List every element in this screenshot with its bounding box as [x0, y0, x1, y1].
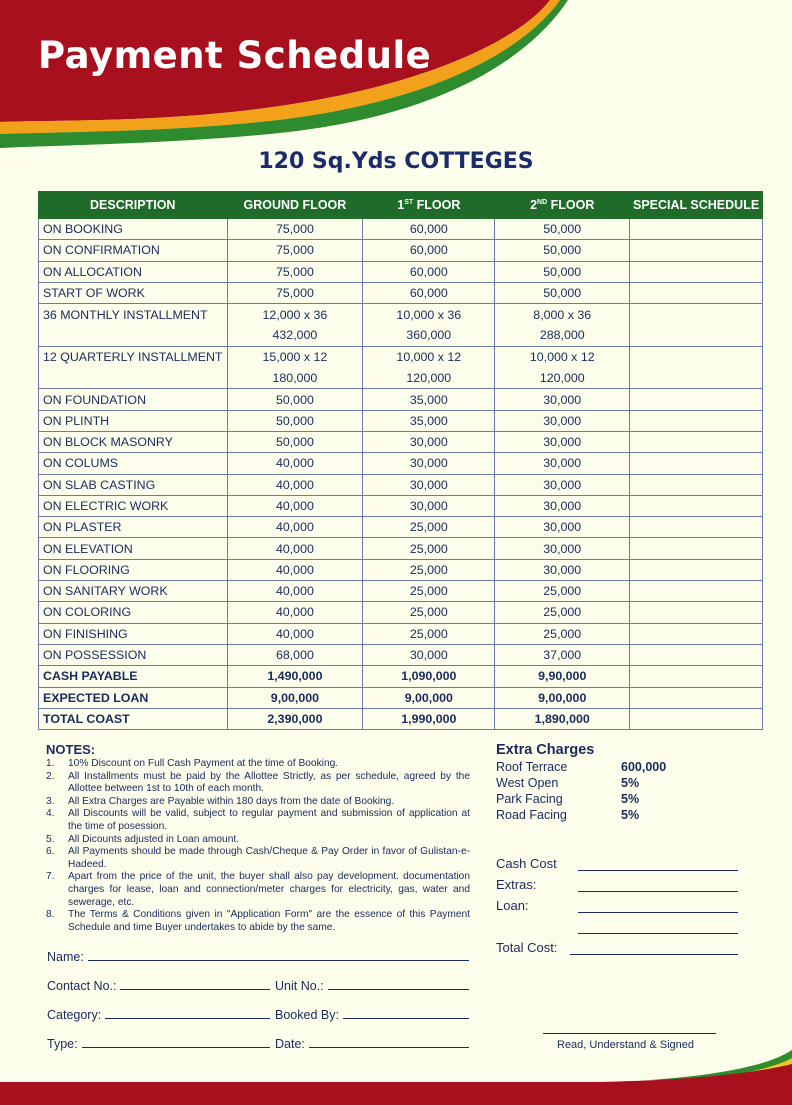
note-item — [46, 871, 470, 909]
cell-special-schedule[interactable] — [630, 666, 763, 687]
cell-second-floor: 30,000 — [495, 495, 630, 516]
cell-second-floor: 50,000 — [495, 219, 630, 240]
note-item — [46, 796, 470, 809]
cell-special-schedule[interactable] — [630, 219, 763, 240]
extra-charge-row — [496, 775, 666, 791]
cell-second-floor: 50,000 — [495, 240, 630, 261]
cell-description: ON ELEVATION — [39, 538, 228, 559]
note-number: 8. — [46, 909, 55, 921]
extra-charge-value: 5% — [621, 808, 640, 822]
product-subtitle: 120 Sq.Yds COTTEGES — [258, 149, 534, 174]
cell-second-floor: 30,000 — [495, 453, 630, 474]
note-number: 2. — [46, 770, 55, 782]
cell-special-schedule[interactable] — [630, 410, 763, 431]
cell-ground-floor: 2,390,000 — [227, 708, 363, 729]
cell-special-schedule[interactable] — [630, 389, 763, 410]
table-row — [39, 517, 763, 538]
contact-field[interactable] — [47, 979, 270, 993]
cell-second-floor: 120,000 — [495, 368, 630, 389]
cell-description — [39, 325, 228, 346]
cell-first-floor: 25,000 — [363, 538, 495, 559]
note-item — [46, 846, 470, 871]
cell-description: ON FOUNDATION — [39, 389, 228, 410]
date-label: Date: — [275, 1037, 305, 1051]
cell-first-floor: 360,000 — [363, 325, 495, 346]
cash-cost-line[interactable] — [578, 870, 738, 871]
cell-special-schedule[interactable] — [630, 282, 763, 303]
cell-ground-floor: 50,000 — [227, 410, 363, 431]
cell-ground-floor: 68,000 — [227, 644, 363, 665]
cell-description — [39, 368, 228, 389]
cell-special-schedule[interactable] — [630, 559, 763, 580]
table-row — [39, 687, 763, 708]
table-header-row — [39, 192, 763, 219]
table-row — [39, 666, 763, 687]
cell-description: 12 QUARTERLY INSTALLMENT — [39, 346, 228, 367]
cell-first-floor: 25,000 — [363, 623, 495, 644]
table-row — [39, 368, 763, 389]
cell-first-floor: 25,000 — [363, 581, 495, 602]
name-label: Name: — [47, 950, 84, 964]
cell-ground-floor: 75,000 — [227, 261, 363, 282]
cell-ground-floor: 40,000 — [227, 602, 363, 623]
table-row — [39, 431, 763, 452]
cell-description: ON COLUMS — [39, 453, 228, 474]
header-special-schedule: SPECIAL SCHEDULE — [630, 192, 763, 219]
cell-first-floor: 25,000 — [363, 517, 495, 538]
cell-second-floor: 30,000 — [495, 538, 630, 559]
table-row — [39, 708, 763, 729]
extras-row — [496, 874, 738, 895]
cell-special-schedule[interactable] — [630, 240, 763, 261]
table-row — [39, 219, 763, 240]
cell-second-floor: 288,000 — [495, 325, 630, 346]
table-row — [39, 602, 763, 623]
cell-description: CASH PAYABLE — [39, 666, 228, 687]
cell-first-floor: 9,00,000 — [363, 687, 495, 708]
cell-ground-floor: 50,000 — [227, 389, 363, 410]
note-number: 1. — [46, 758, 55, 769]
page-title: Payment Schedule — [38, 34, 432, 77]
category-label: Category: — [47, 1008, 102, 1022]
cell-special-schedule[interactable] — [630, 325, 763, 346]
cell-ground-floor: 75,000 — [227, 219, 363, 240]
cell-second-floor: 50,000 — [495, 261, 630, 282]
cell-description: ON POSSESSION — [39, 644, 228, 665]
cell-special-schedule[interactable] — [630, 581, 763, 602]
cell-description: ON ELECTRIC WORK — [39, 495, 228, 516]
cell-description: START OF WORK — [39, 282, 228, 303]
total-cost-line[interactable] — [570, 954, 738, 955]
cell-special-schedule[interactable] — [630, 261, 763, 282]
cell-special-schedule[interactable] — [630, 368, 763, 389]
table-row — [39, 559, 763, 580]
table-row — [39, 474, 763, 495]
header-second-floor: 2ND FLOOR — [495, 192, 630, 219]
booked-by-field[interactable] — [275, 1008, 469, 1022]
cell-ground-floor: 40,000 — [227, 581, 363, 602]
cell-description: 36 MONTHLY INSTALLMENT — [39, 304, 228, 325]
note-text: All Extra Charges are Payable within 180 days from the date of Booking. — [68, 795, 395, 807]
cell-first-floor: 25,000 — [363, 559, 495, 580]
cell-ground-floor: 15,000 x 12 — [227, 346, 363, 367]
extra-charges-title: Extra Charges — [496, 742, 595, 758]
cell-ground-floor: 40,000 — [227, 474, 363, 495]
cell-description: ON BLOCK MASONRY — [39, 431, 228, 452]
cell-special-schedule[interactable] — [630, 687, 763, 708]
cell-special-schedule[interactable] — [630, 474, 763, 495]
cell-second-floor: 25,000 — [495, 623, 630, 644]
extras-line[interactable] — [578, 891, 738, 892]
extra-charge-row — [496, 807, 666, 823]
cell-description: ON CONFIRMATION — [39, 240, 228, 261]
note-item — [46, 808, 470, 833]
cell-second-floor: 1,890,000 — [495, 708, 630, 729]
cell-first-floor: 60,000 — [363, 282, 495, 303]
unit-label: Unit No.: — [275, 979, 324, 993]
cell-first-floor: 60,000 — [363, 219, 495, 240]
table-row — [39, 346, 763, 367]
cell-special-schedule[interactable] — [630, 538, 763, 559]
contact-label: Contact No.: — [47, 979, 117, 993]
cash-cost-row — [496, 853, 738, 874]
cell-ground-floor: 1,490,000 — [227, 666, 363, 687]
cell-second-floor: 50,000 — [495, 282, 630, 303]
extra-charges-section — [496, 742, 666, 823]
note-text: 10% Discount on Full Cash Payment at the time of Booking. — [68, 758, 339, 769]
note-text: The Terms & Conditions given in "Application Form" are the essence of this Payment Schedule and time Buyer undertakes to abide by the same. — [68, 909, 470, 933]
cell-ground-floor: 40,000 — [227, 517, 363, 538]
cell-first-floor: 60,000 — [363, 240, 495, 261]
cell-first-floor: 120,000 — [363, 368, 495, 389]
note-item — [46, 758, 470, 771]
name-field[interactable] — [47, 950, 469, 964]
cell-first-floor: 30,000 — [363, 495, 495, 516]
header-description: DESCRIPTION — [39, 192, 228, 219]
extra-charge-value: 5% — [621, 776, 640, 790]
cell-second-floor: 30,000 — [495, 389, 630, 410]
header-banner — [0, 0, 792, 160]
cell-first-floor: 35,000 — [363, 389, 495, 410]
cell-first-floor: 30,000 — [363, 644, 495, 665]
cell-second-floor: 9,90,000 — [495, 666, 630, 687]
cell-description: ON PLASTER — [39, 517, 228, 538]
note-text: All Installments must be paid by the Allottee Strictly, as per schedule, agreed by the Allottee between 1st to 10th of each month. — [68, 770, 470, 795]
table-row — [39, 389, 763, 410]
cell-first-floor: 10,000 x 12 — [363, 346, 495, 367]
loan-label: Loan: — [496, 898, 529, 913]
blank-row — [496, 916, 738, 937]
table-row — [39, 495, 763, 516]
cell-description: EXPECTED LOAN — [39, 687, 228, 708]
cell-special-schedule[interactable] — [630, 708, 763, 729]
cell-ground-floor: 12,000 x 36 — [227, 304, 363, 325]
notes-list — [46, 758, 470, 934]
cell-description: ON FINISHING — [39, 623, 228, 644]
table-row — [39, 261, 763, 282]
note-number: 7. — [46, 871, 55, 883]
cell-first-floor: 10,000 x 36 — [363, 304, 495, 325]
table-row — [39, 282, 763, 303]
cell-ground-floor: 50,000 — [227, 431, 363, 452]
cell-second-floor: 30,000 — [495, 431, 630, 452]
unit-field[interactable] — [275, 979, 469, 993]
cell-second-floor: 9,00,000 — [495, 687, 630, 708]
extra-charge-label: Park Facing — [496, 792, 563, 806]
extra-charge-label: West Open — [496, 776, 559, 790]
cost-summary — [496, 853, 738, 958]
note-text: All Payments should be made through Cash/Cheque & Pay Order in favor of Gulistan-e-Hadeed. — [68, 846, 470, 870]
extra-charge-row — [496, 759, 666, 775]
cell-ground-floor: 40,000 — [227, 538, 363, 559]
table-row — [39, 240, 763, 261]
header-ground-floor: GROUND FLOOR — [227, 192, 363, 219]
payment-table — [38, 191, 763, 730]
cell-special-schedule[interactable] — [630, 644, 763, 665]
extras-label: Extras: — [496, 877, 537, 892]
note-number: 6. — [46, 846, 55, 858]
cell-first-floor: 25,000 — [363, 602, 495, 623]
category-field[interactable] — [47, 1008, 270, 1022]
note-text: Apart from the price of the unit, the buyer shall also pay development. documentation charges for lease, loan and connection/meter charges for electricity, gas, water and sewerage, etc. — [68, 871, 470, 908]
cell-description: TOTAL COAST — [39, 708, 228, 729]
cell-ground-floor: 40,000 — [227, 559, 363, 580]
table-row — [39, 325, 763, 346]
note-text: All Discounts will be valid, subject to regular payment and submission of application at the time of posession. — [68, 808, 470, 832]
cell-description: ON BOOKING — [39, 219, 228, 240]
cell-description: ON ALLOCATION — [39, 261, 228, 282]
cell-second-floor: 30,000 — [495, 410, 630, 431]
cell-second-floor: 25,000 — [495, 602, 630, 623]
footer-banner — [0, 1040, 792, 1105]
cell-first-floor: 35,000 — [363, 410, 495, 431]
cell-second-floor: 30,000 — [495, 474, 630, 495]
cell-ground-floor: 40,000 — [227, 453, 363, 474]
cell-special-schedule[interactable] — [630, 453, 763, 474]
extra-charge-label: Road Facing — [496, 808, 567, 822]
cell-ground-floor: 40,000 — [227, 623, 363, 644]
cell-second-floor: 25,000 — [495, 581, 630, 602]
notes-title: NOTES: — [46, 742, 96, 757]
header-first-floor: 1ST FLOOR — [363, 192, 495, 219]
extra-charge-row — [496, 791, 666, 807]
cell-description: ON SLAB CASTING — [39, 474, 228, 495]
cell-second-floor: 30,000 — [495, 517, 630, 538]
note-number: 3. — [46, 795, 55, 807]
cell-description: ON FLOORING — [39, 559, 228, 580]
cell-first-floor: 1,990,000 — [363, 708, 495, 729]
cell-description: ON PLINTH — [39, 410, 228, 431]
cell-special-schedule[interactable] — [630, 623, 763, 644]
cell-special-schedule[interactable] — [630, 346, 763, 367]
cell-special-schedule[interactable] — [630, 431, 763, 452]
cell-first-floor: 30,000 — [363, 474, 495, 495]
cell-special-schedule[interactable] — [630, 304, 763, 325]
signature-line[interactable] — [543, 1033, 716, 1034]
loan-line[interactable] — [578, 912, 738, 913]
note-number: 5. — [46, 833, 55, 845]
cell-second-floor: 37,000 — [495, 644, 630, 665]
cell-ground-floor: 9,00,000 — [227, 687, 363, 708]
cell-second-floor: 8,000 x 36 — [495, 304, 630, 325]
cell-first-floor: 1,090,000 — [363, 666, 495, 687]
booked-by-label: Booked By: — [275, 1008, 339, 1022]
notes-section — [46, 742, 470, 934]
cell-special-schedule[interactable] — [630, 602, 763, 623]
table-row — [39, 410, 763, 431]
cell-second-floor: 10,000 x 12 — [495, 346, 630, 367]
table-row — [39, 538, 763, 559]
extra-charge-label: Roof Terrace — [496, 760, 568, 774]
table-row — [39, 453, 763, 474]
type-label: Type: — [47, 1037, 78, 1051]
note-item — [46, 834, 470, 847]
cash-cost-label: Cash Cost — [496, 856, 557, 871]
cell-special-schedule[interactable] — [630, 495, 763, 516]
total-cost-label: Total Cost: — [496, 940, 558, 955]
cell-first-floor: 30,000 — [363, 431, 495, 452]
cell-ground-floor: 75,000 — [227, 282, 363, 303]
signature-caption: Read, Understand & Signed — [557, 1039, 694, 1051]
cell-first-floor: 30,000 — [363, 453, 495, 474]
cell-description: ON COLORING — [39, 602, 228, 623]
cell-second-floor: 30,000 — [495, 559, 630, 580]
cell-ground-floor: 180,000 — [227, 368, 363, 389]
loan-row — [496, 895, 738, 916]
note-item — [46, 909, 470, 934]
note-item — [46, 771, 470, 796]
cell-ground-floor: 40,000 — [227, 495, 363, 516]
table-row — [39, 623, 763, 644]
total-cost-row — [496, 937, 738, 958]
cell-first-floor: 60,000 — [363, 261, 495, 282]
table-row — [39, 644, 763, 665]
extra-charge-value: 5% — [621, 792, 640, 806]
cell-description: ON SANITARY WORK — [39, 581, 228, 602]
blank-line[interactable] — [578, 933, 738, 934]
cell-ground-floor: 432,000 — [227, 325, 363, 346]
cell-ground-floor: 75,000 — [227, 240, 363, 261]
table-row — [39, 304, 763, 325]
table-row — [39, 581, 763, 602]
extra-charge-value: 600,000 — [621, 760, 667, 774]
note-number: 4. — [46, 808, 55, 820]
note-text: All Dicounts adjusted in Loan amount. — [68, 833, 240, 845]
cell-special-schedule[interactable] — [630, 517, 763, 538]
